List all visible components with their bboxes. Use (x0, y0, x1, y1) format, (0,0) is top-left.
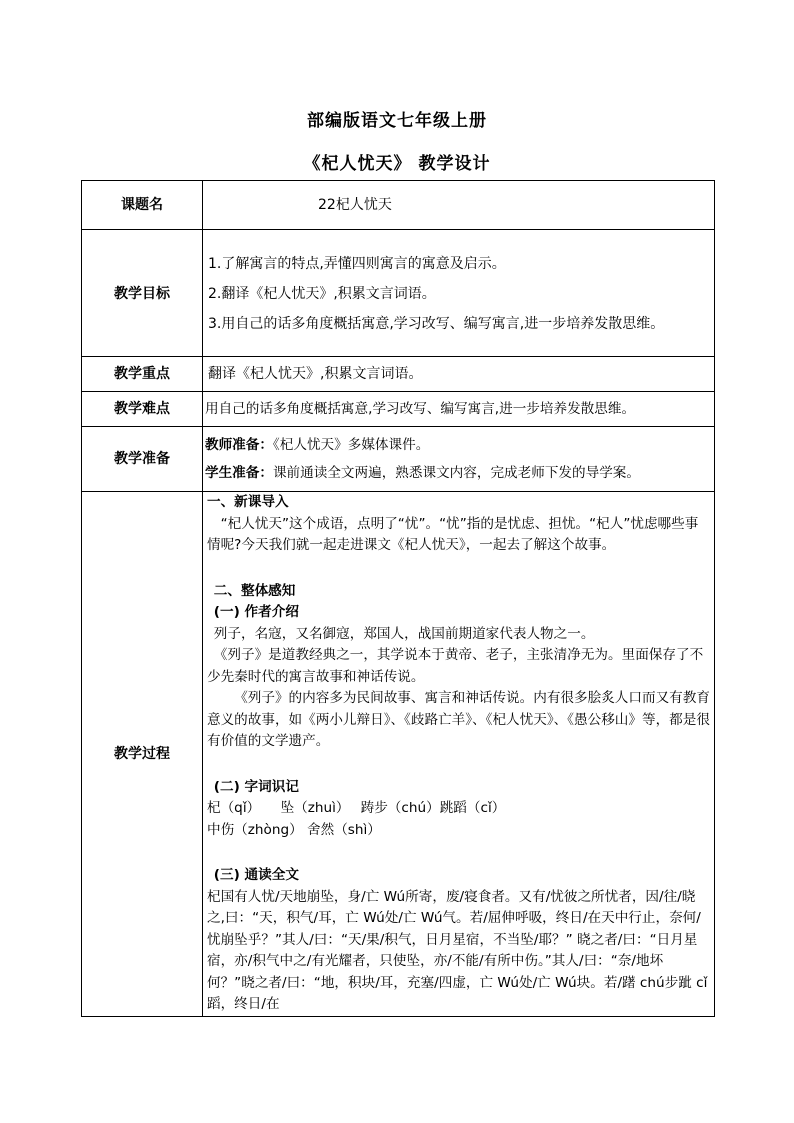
lesson-plan-table (81, 180, 715, 1017)
teacher-prep-label: 教师准备： (205, 437, 273, 453)
spacer (207, 841, 710, 865)
table-row (82, 392, 715, 427)
table-row (82, 427, 715, 492)
row-label-key: 教学重点 (82, 357, 203, 392)
table-row (82, 492, 715, 1017)
goal-item: 2.翻译《杞人忧天》,积累文言词语。 (208, 286, 436, 302)
student-prep-label: 学生准备： (205, 465, 273, 481)
key-point-text: 翻译《杞人忧天》,积累文言词语。 (203, 357, 715, 392)
author-paragraph: 《列子》的内容多为民间故事、寓言和神话传说。内有很多脍炙人口而又有教育意义的故事，如《两小儿辩日》、《歧路亡羊》、《杞人忧天》、《愚公移山》等，都是很有价值的文学遗产。 (207, 690, 710, 749)
vocab-line: 中伤（zhòng） 舍然（shì） (207, 821, 381, 838)
row-label-process: 教学过程 (82, 492, 203, 1017)
process-cell (203, 492, 715, 1017)
row-label-prep: 教学准备 (82, 427, 203, 492)
topic-value (203, 181, 715, 230)
spacer (207, 557, 710, 581)
table-row (82, 181, 715, 230)
teacher-prep (205, 433, 712, 457)
spacer (207, 753, 710, 777)
subsection-heading: (二) 字词识记 (213, 778, 299, 795)
subsection-heading: (一) 作者介绍 (213, 604, 299, 620)
author-paragraph: 列子，名寇，又名御寇，郑国人，战国前期道家代表人物之一。 (213, 625, 595, 642)
document-title: 部编版语文七年级上册 (307, 111, 487, 131)
section-heading: 一、新课导入 (207, 494, 289, 510)
row-label-difficulty: 教学难点 (82, 392, 203, 427)
classical-text: 杞国有人忧/天地崩坠，身/亡 Wú所寄，废/寝食者。又有/忧彼之所忧者，因/往/晓之,曰：“天，积气/耳，亡 Wú处/亡 Wú气。若/屈伸呼吸，终日/在天中行止，奈何/忧崩坠乎？”其人/曰：“天/果/积气，日月星宿，不当坠/耶？” 晓之者/曰：“日月星宿，亦/积气中之/有光耀者，只使坠，亦/不能/有所中伤。”其人/曰：“奈/地坏何？”晓之者/曰：“地，积块/耳，充塞/四虚，亡 Wú处/亡 Wú块。若/躇 chú步跐 cǐ蹈，终日/在 (207, 888, 708, 1012)
table-row (82, 230, 715, 357)
goals-cell (203, 230, 715, 357)
difficulty-text: 用自己的话多角度概括寓意,学习改写、编写寓言,进一步培养发散思维。 (203, 392, 715, 427)
teacher-prep-text: 《杞人忧天》多媒体课件。 (272, 437, 430, 453)
goal-item: 3.用自己的话多角度概括寓意,学习改写、编写寓言,进一步培养发散思维。 (208, 316, 665, 332)
section-heading: 二、整体感知 (213, 582, 296, 599)
student-prep (205, 461, 712, 485)
table-row (82, 357, 715, 392)
subsection-heading: (三) 通读全文 (213, 867, 299, 883)
row-label-topic: 课题名 (82, 181, 203, 230)
vocab-line: 杞（qǐ） 坠（zhuì） 踌步（chú）跳蹈（cǐ） (207, 800, 506, 816)
intro-paragraph: “杞人忧天”这个成语，点明了“忧”。“忧”指的是忧虑、担忧。“杞人”忧虑哪些事情呢?今天我们就一起走进课文《杞人忧天》，一起去了解这个故事。 (207, 515, 699, 553)
topic-text: 22杞人忧天 (318, 197, 392, 213)
goal-item: 1.了解寓言的特点,弄懂四则寓言的寓意及启示。 (208, 256, 506, 272)
author-paragraph: 《列子》是道教经典之一，其学说本于黄帝、老子，主张清净无为。里面保存了不少先秦时代的寓言故事和神话传说。 (207, 647, 704, 685)
row-label-goals: 教学目标 (82, 230, 203, 357)
student-prep-text: 课前通读全文两遍，熟悉课文内容，完成老师下发的导学案。 (272, 465, 640, 481)
document-subtitle: 《杞人忧天》 教学设计 (303, 154, 491, 174)
prep-cell (203, 427, 715, 492)
